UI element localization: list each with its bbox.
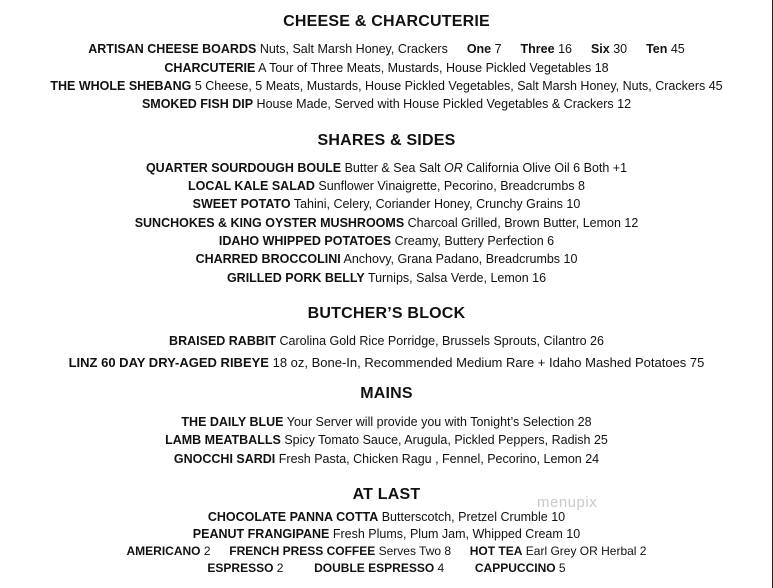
- section-heading-butcher: BUTCHER’S BLOCK: [307, 305, 466, 322]
- menu-item-smoked-fish-dip: [0, 97, 773, 111]
- drink-french-press-name: FRENCH PRESS COFFEE: [229, 544, 376, 558]
- item-name: CHARCUTERIE: [164, 61, 256, 75]
- item-desc: Butterscotch, Pretzel Crumble 10: [381, 510, 566, 524]
- item-desc: Turnips, Salsa Verde, Lemon 16: [367, 271, 547, 285]
- drink-double-espresso-name: DOUBLE ESPRESSO: [314, 561, 435, 575]
- item-name: SWEET POTATO: [192, 197, 291, 211]
- menu-item-braised-rabbit: [0, 334, 773, 348]
- item-name: LINZ 60 DAY DRY-AGED RIBEYE: [68, 355, 269, 370]
- item-desc: Fresh Pasta, Chicken Ragu , Fennel, Pecorino, Lemon 24: [278, 452, 600, 466]
- menu-item-sunchokes: [0, 216, 773, 230]
- item-desc: A Tour of Three Meats, Mustards, House Pickled Vegetables 18: [258, 61, 609, 75]
- section-heading-shares: SHARES & SIDES: [317, 132, 456, 149]
- menu-item-kale-salad: [0, 179, 773, 193]
- watermark: menupix: [537, 494, 598, 511]
- menu-item-panna-cotta: [0, 510, 773, 524]
- size-label-ten: Ten: [646, 42, 668, 56]
- drink-espresso-price: 2: [276, 561, 284, 575]
- item-desc: Fresh Plums, Plum Jam, Whipped Cream 10: [332, 527, 581, 541]
- size-price-one: 7: [494, 42, 502, 56]
- size-label-six: Six: [590, 42, 610, 56]
- item-desc: Your Server will provide you with Tonight’s Selection 28: [286, 415, 592, 429]
- item-name: GNOCCHI SARDI: [173, 452, 276, 466]
- item-desc: Tahini, Celery, Coriander Honey, Crunchy Grains 10: [293, 197, 581, 211]
- menu-item-sourdough-boule: [0, 161, 773, 175]
- item-name: LOCAL KALE SALAD: [188, 179, 315, 193]
- size-label-one: One: [466, 42, 492, 56]
- item-desc: 5 Cheese, 5 Meats, Mustards, House Pickled Vegetables, Salt Marsh Honey, Nuts, Crackers 45: [194, 79, 723, 93]
- item-desc: Spicy Tomato Sauce, Arugula, Pickled Peppers, Radish 25: [284, 433, 608, 447]
- item-desc: Creamy, Buttery Perfection 6: [394, 234, 555, 248]
- drinks-row-1: [0, 544, 773, 558]
- drink-hot-tea-desc: Earl Grey OR Herbal 2: [525, 544, 647, 558]
- item-desc: 18 oz, Bone-In, Recommended Medium Rare + Idaho Mashed Potatoes 75: [272, 355, 705, 370]
- drink-double-espresso-price: 4: [437, 561, 445, 575]
- item-name: BRAISED RABBIT: [169, 334, 276, 348]
- item-desc: Anchovy, Grana Padano, Breadcrumbs 10: [343, 252, 578, 266]
- item-desc: Carolina Gold Rice Porridge, Brussels Sprouts, Cilantro 26: [279, 334, 604, 348]
- item-name: GRILLED PORK BELLY: [226, 271, 365, 285]
- item-or: OR: [443, 161, 463, 175]
- menu-item-peanut-frangipane: [0, 527, 773, 541]
- item-name: QUARTER SOURDOUGH BOULE: [145, 161, 342, 175]
- item-name: CHOCOLATE PANNA COTTA: [207, 510, 379, 524]
- menu-item-artisan-cheese: [0, 42, 773, 56]
- drink-french-press-desc: Serves Two 8: [378, 544, 452, 558]
- item-name: IDAHO WHIPPED POTATOES: [218, 234, 392, 248]
- menu-item-whole-shebang: [0, 79, 773, 93]
- menu-item-charcuterie: [0, 61, 773, 75]
- item-name: SMOKED FISH DIP: [141, 97, 254, 111]
- item-name: THE DAILY BLUE: [181, 415, 284, 429]
- size-price-three: 16: [558, 42, 572, 56]
- menu-item-daily-blue: [0, 415, 773, 429]
- menu-item-sweet-potato: [0, 197, 773, 211]
- item-desc: Charcoal Grilled, Brown Butter, Lemon 12: [407, 216, 639, 230]
- menu-item-idaho-potatoes: [0, 234, 773, 248]
- size-price-ten: 45: [670, 42, 685, 56]
- item-name: THE WHOLE SHEBANG: [50, 79, 192, 93]
- menu-item-lamb-meatballs: [0, 433, 773, 447]
- drink-cappuccino-price: 5: [558, 561, 566, 575]
- menu-item-pork-belly: [0, 271, 773, 285]
- section-heading-cheese: CHEESE & CHARCUTERIE: [283, 13, 490, 30]
- menu-item-broccolini: [0, 252, 773, 266]
- item-name: CHARRED BROCCOLINI: [195, 252, 341, 266]
- item-name: LAMB MEATBALLS: [165, 433, 281, 447]
- size-price-six: 30: [613, 42, 628, 56]
- item-desc-b: California Olive Oil 6 Both +1: [466, 161, 628, 175]
- item-name: SUNCHOKES & KING OYSTER MUSHROOMS: [134, 216, 405, 230]
- size-label-three: Three: [520, 42, 555, 56]
- item-name: ARTISAN CHEESE BOARDS: [88, 42, 257, 56]
- menu-item-gnocchi-sardi: [0, 452, 773, 466]
- section-heading-mains: MAINS: [360, 385, 413, 402]
- drinks-row-2: [0, 561, 773, 575]
- menu-item-ribeye: [0, 355, 773, 370]
- drink-hot-tea-name: HOT TEA: [469, 544, 523, 558]
- item-desc-a: Butter & Sea Salt: [344, 161, 441, 175]
- item-name: PEANUT FRANGIPANE: [192, 527, 330, 541]
- drink-cappuccino-name: CAPPUCCINO: [474, 561, 556, 575]
- drink-americano-price: 2: [203, 544, 211, 558]
- item-desc: Nuts, Salt Marsh Honey, Crackers: [259, 42, 448, 56]
- item-desc: Sunflower Vinaigrette, Pecorino, Breadcrumbs 8: [318, 179, 585, 193]
- drink-americano-name: AMERICANO: [126, 544, 201, 558]
- item-desc: House Made, Served with House Pickled Vegetables & Crackers 12: [256, 97, 632, 111]
- drink-espresso-name: ESPRESSO: [207, 561, 274, 575]
- section-heading-at-last: AT LAST: [352, 486, 421, 503]
